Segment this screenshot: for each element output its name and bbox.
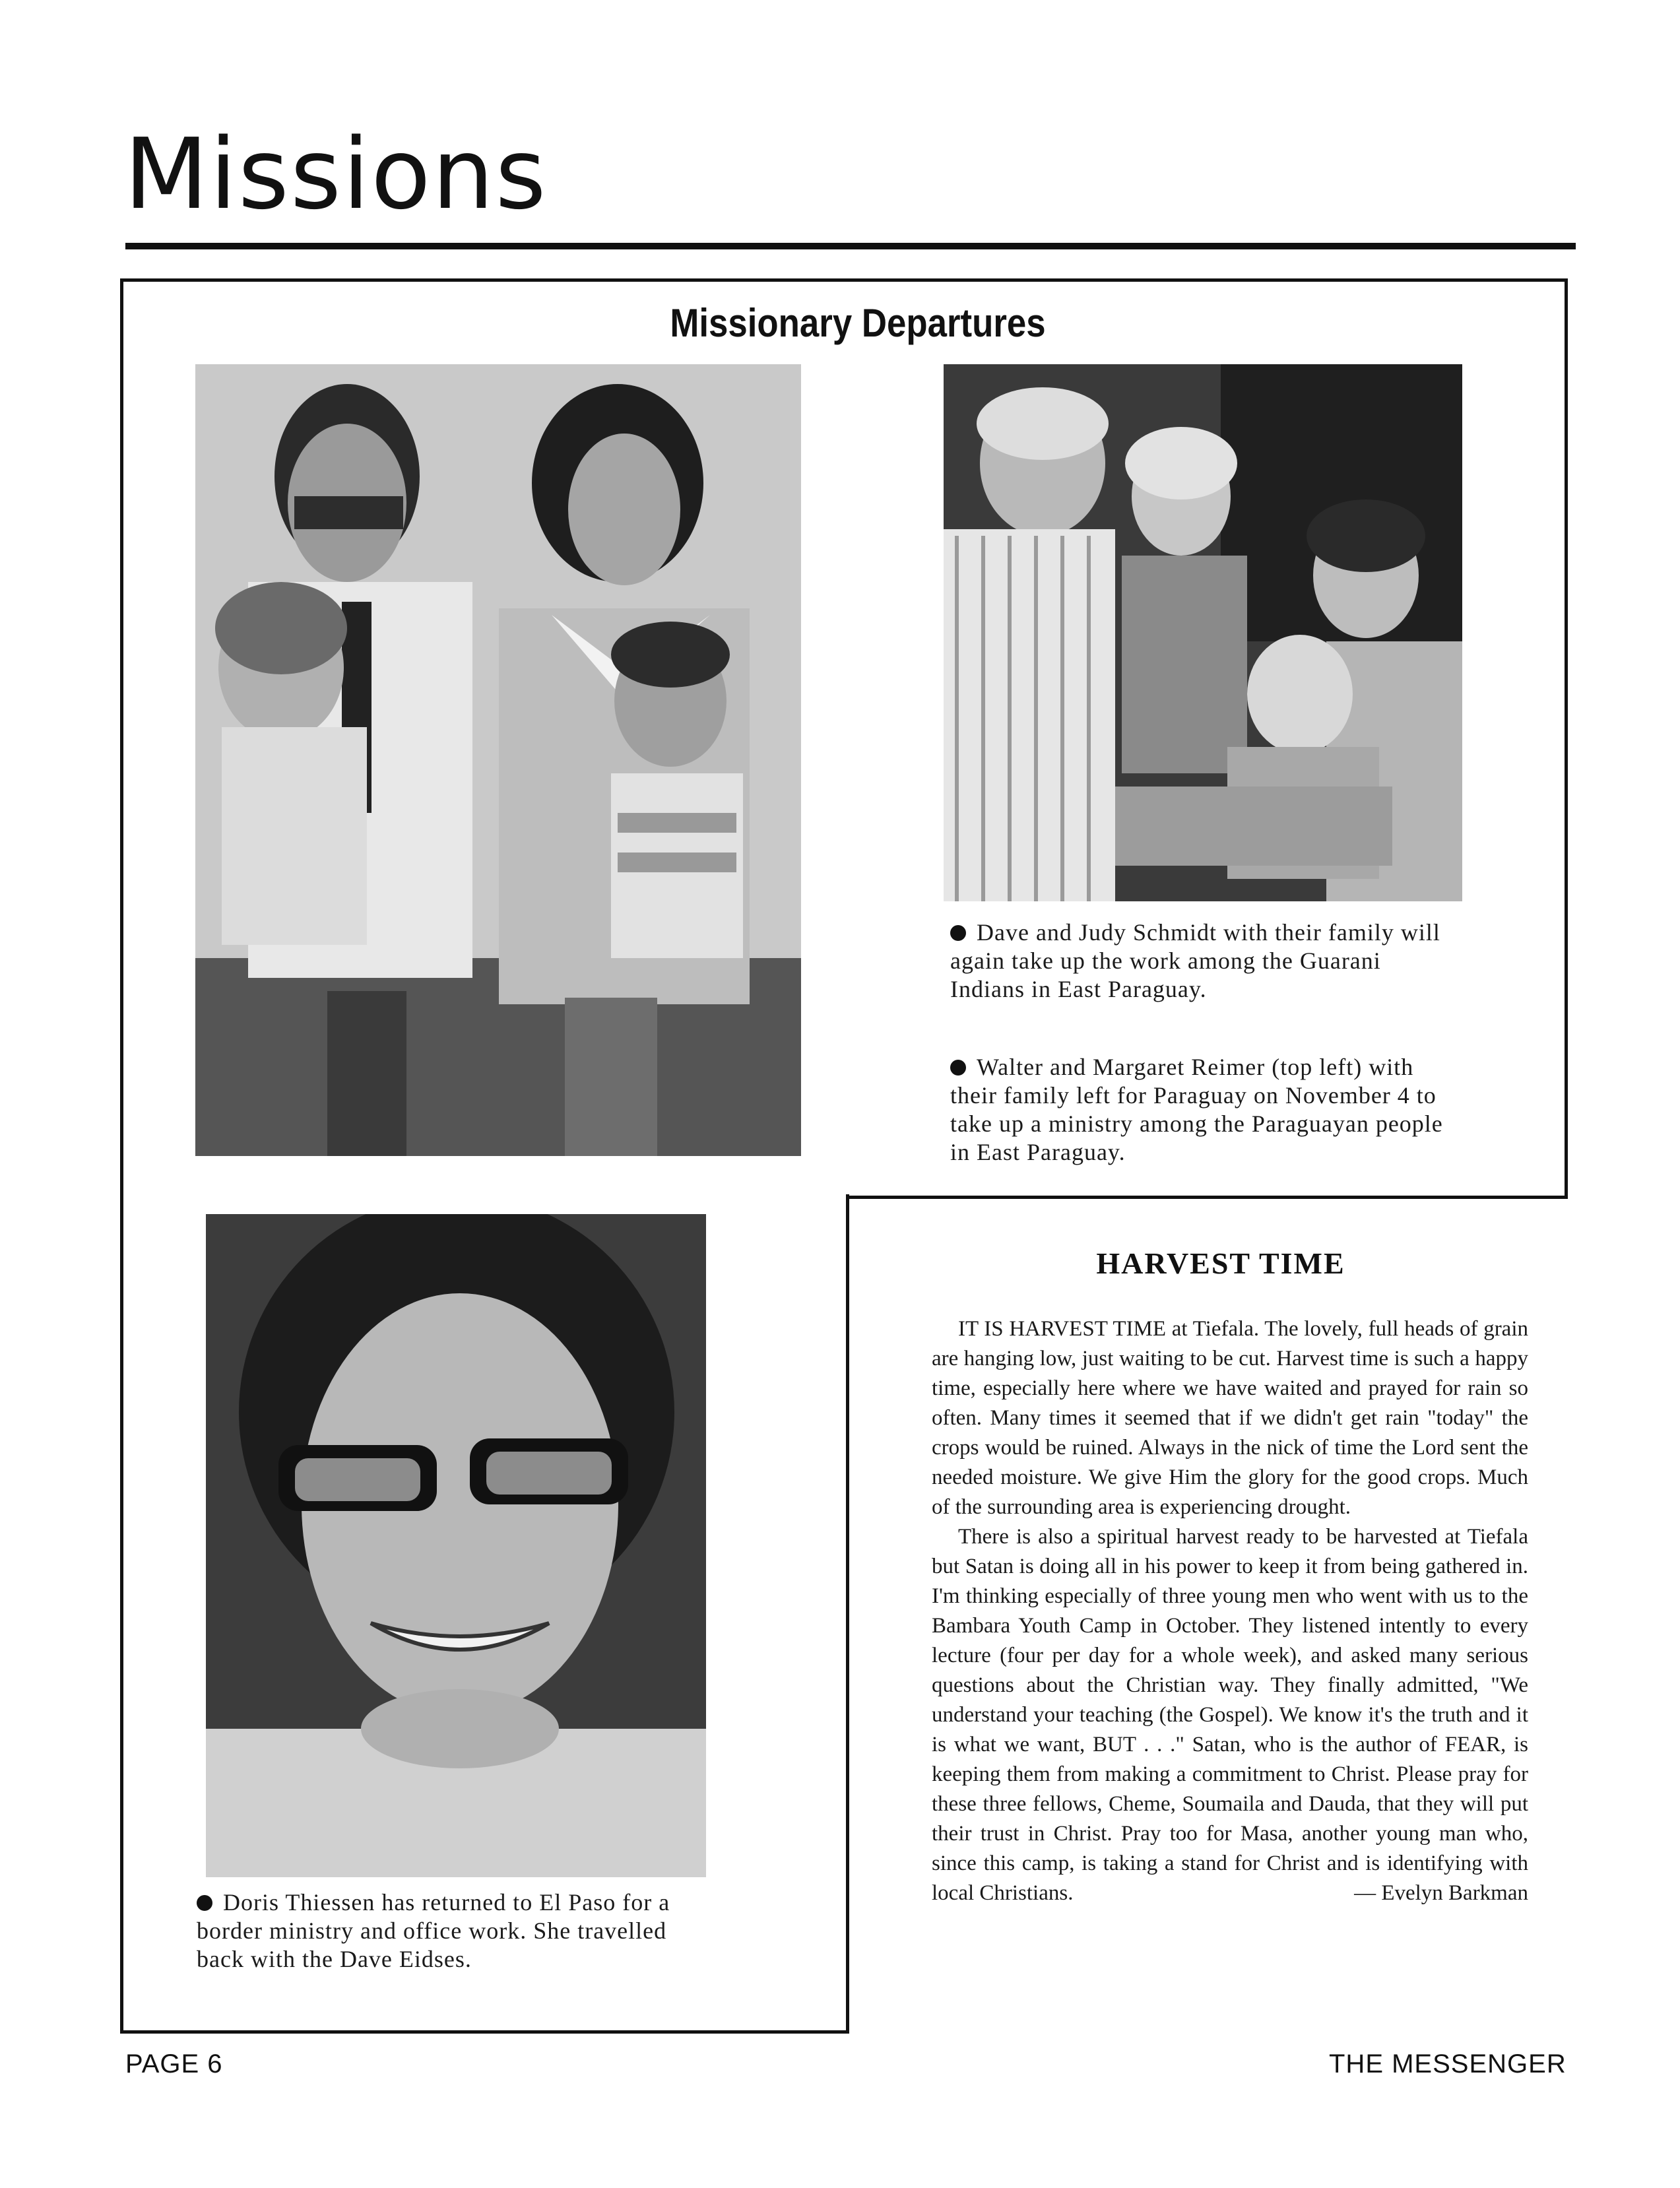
reimer-caption-text: Walter and Margaret Reimer (top left) with their family left for Paraguay on November 4 to take up a ministry among the Paraguayan people in East Paraguay. [950, 1054, 1443, 1165]
harvest-signoff: — Evelyn Barkman [1354, 1881, 1528, 1905]
bullet-icon [950, 1060, 966, 1076]
schmidt-family-photo [944, 364, 1462, 901]
bullet-icon [197, 1895, 212, 1911]
harvest-article [932, 1314, 1528, 1908]
harvest-box-left-rule [846, 1196, 849, 2034]
harvest-paragraph-2: There is also a spiritual harvest ready to be harvested at Tiefala but Satan is doing all in his power to keep it from being gathered in. I'm thinking especially of three young men who went with us to the Bambara Youth Camp in October. They listened intently to every lecture (four per day for a whole week), and asked many serious questions about the Christian way. They finally admitted, "We understand your teaching (the Gospel). We know it's the truth and it is what we want, BUT . . ." Satan, who is the author of FEAR, is keeping them from making a commitment to Christ. Please pray for these three fellows, Cheme, Soumaila and Dauda, that they will put their trust in Christ. Pray too for Masa, another young man who, since this camp, is taking a stand for Christ and is identifying with local Christians. [932, 1525, 1528, 1905]
bullet-icon [950, 925, 966, 941]
page-number: PAGE 6 [125, 2049, 223, 2078]
thiessen-portrait-photo [206, 1214, 706, 1877]
title-rule [125, 243, 1576, 249]
departures-heading: Missionary Departures [670, 301, 1046, 345]
publication-name: THE MESSENGER [1329, 2049, 1567, 2078]
reimer-caption [950, 1053, 1452, 1167]
thiessen-caption-text: Doris Thiessen has returned to El Paso for a border ministry and office work. She travelled back with the Dave Eidses. [197, 1889, 670, 1972]
thiessen-caption [197, 1888, 705, 1974]
reimer-family-photo [195, 364, 801, 1156]
harvest-paragraph-1: IT IS HARVEST TIME at Tiefala. The lovely, full heads of grain are hanging low, just waiting to be cut. Harvest time is such a happy time, especially here where we have waited and prayed for rain so often. Many times it seemed that if we didn't get rain "today" the crops would be ruined. Always in the nick of time the Lord sent the needed moisture. We give Him the glory for the good crops. Much of the surrounding area is experiencing drought. [932, 1317, 1528, 1519]
harvest-heading: HARVEST TIME [1096, 1246, 1345, 1280]
schmidt-caption-text: Dave and Judy Schmidt with their family will again take up the work among the Guarani Indians in East Paraguay. [950, 919, 1440, 1002]
harvest-box-top-rule [846, 1196, 1568, 1199]
schmidt-caption [950, 918, 1452, 1004]
section-title: Missions [124, 117, 548, 231]
